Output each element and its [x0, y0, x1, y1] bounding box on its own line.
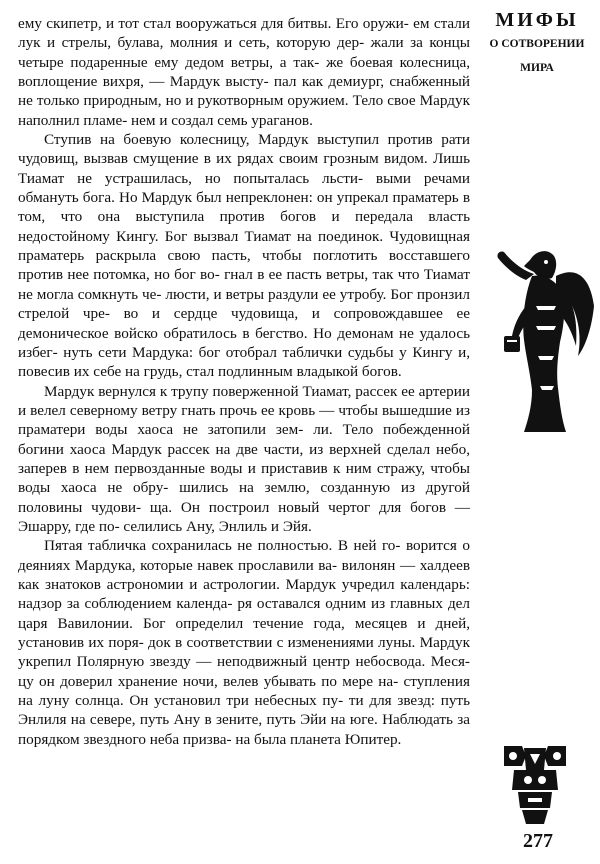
paragraph-1: ему скипетр, и тот стал вооружаться для битвы. Его оружи- ем стали лук и стрелы, булава, молния и сеть, которую дер- жали за концы четыре подаренные ему дедом ветры, а так- же боевая колесница, воплощение вихря, — Мардук высту- пал как демиург, снабженный не только природным, но и рукотворным оружием. Тело свое Мардук наполнил пламе- нем и создал семь ураганов. — [18, 15, 470, 129]
page-number: 277 — [523, 830, 553, 852]
paragraph-4: Пятая табличка сохранилась не полностью. В ней го- ворится о деяниях Мардука, которые навек прославили ва- вилонян — халдеев как знатоков астрономии и астрологии. Мардук учредил календарь: надзор за соблюдением календа- ря оставался одним из главных дел царя Вавилонии. Бог определил течение года, месяцев и дней, установив их поря- док в соответствии с изменениями луны. Мардук укрепил Полярную звезду — неподвижный центр небосвода. Меся- цу он доверил хранение ночи, велев убывать по мере на- ступления на луну солнца. Он установил три небесных пу- ти для звезд: путь Энлиля на севере, путь Ану в зените, путь Эйи на юге. Наблюдать за порядком звездного неба призва- на была планета Юпитер. — [18, 537, 470, 748]
section-subtitle-line1: О СОТВОРЕНИИ — [489, 38, 585, 50]
section-header — [478, 8, 596, 80]
paragraph-3: Мардук вернулся к трупу поверженной Тиамат, рассек ее артерии и велел северному ветру гнать прочь ее кровь — чтобы вышедшие из праматери воды хаоса не затопили зем- ли. Тело побежденной богини хаоса Мардук рассек на две части, из верхней сделал небо, заперев в нем первозданные воды и приставив к ним стражу, чтобы воды хаоса не обру- шились на землю, созданную из другой половины чудови- ща. Он построил новый чертог для богов — Эшарру, где по- селились Ану, Энлиль и Эйя. — [18, 382, 470, 535]
totem-ornament — [500, 742, 570, 826]
main-text — [18, 14, 470, 749]
winged-deity-figure — [486, 236, 596, 436]
section-subtitle-line2: МИРА — [520, 62, 554, 74]
section-title: МИФЫ — [495, 9, 579, 31]
paragraph-2: Ступив на боевую колесницу, Мардук выступил против рати чудовищ, вызвав смущение в их рядах своим грозным видом. Лишь Тиамат не устрашилась, но попыталась льсти- выми речами обмануть бога. Но Мардук был непреклонен: он упрекал праматерь в том, что она выступила против богов и передала власть недостойному Кингу. Бог вызвал Тиамат на поединок. Чудовищная праматерь раскрыла свою пасть, чтобы поглотить восставшего против нее потомка, но бог во- гнал в ее пасть ветры, так что Тиамат не могла сомкнуть че- люсти, и ветры раздули ее утробу. Бог пронзил стрелой чре- во и сердце чудовища, и сопровождавшее ее демоническое войско обратилось в бегство. Но демонам не удалось избег- нуть сети Мардука: бог отобрал таблички судьбы у Кингу и, повесив их себе на грудь, стал подлинным владыкой богов. — [18, 131, 470, 381]
